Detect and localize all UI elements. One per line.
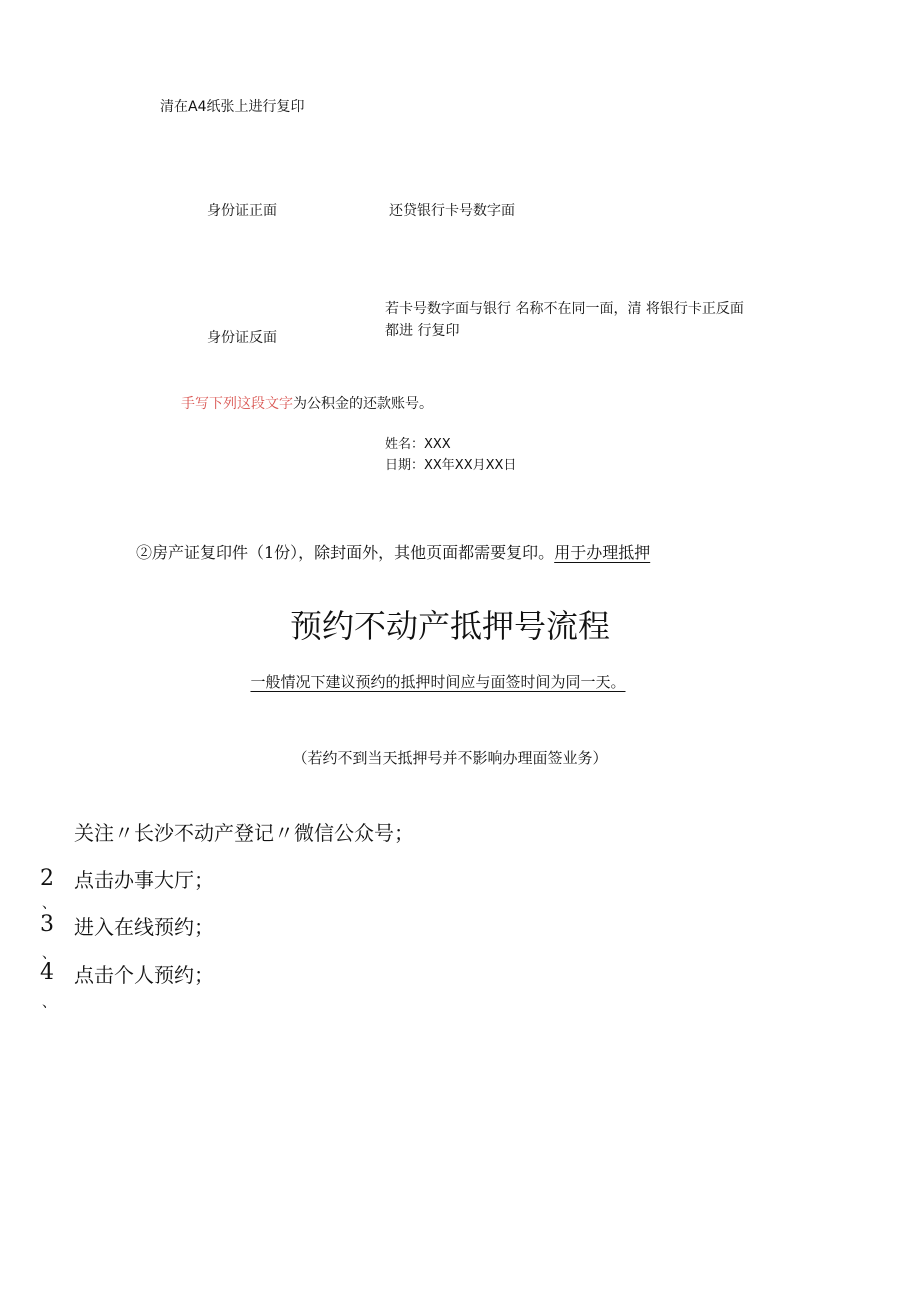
- section-subtitle: [0, 670, 876, 694]
- name-line: 姓名：XXX: [385, 437, 451, 452]
- step-3-number: 3: [40, 912, 54, 937]
- parenthetical-note: （若约不到当天抵押号并不影响办理面签业务）: [292, 749, 608, 767]
- step-4-text: 点击个人预约；: [74, 963, 214, 987]
- handwrite-highlight: 手写下列这段文字: [181, 396, 293, 412]
- property-cert-text: ②房产证复印件（1份），除封面外，其他页面都需要复印。: [136, 543, 555, 562]
- handwrite-instruction: [181, 393, 433, 415]
- bank-card-note: 若卡号数字面与银行 名称不在同一面，清 将银行卡正反面都进 行复印: [385, 301, 744, 339]
- handwrite-rest: 为公积金的还款账号。: [293, 396, 433, 412]
- section-subtitle-text: 一般情况下建议预约的抵押时间应与面签时间为同一天。: [250, 673, 626, 691]
- id-card-back-label: 身份证反面: [207, 330, 277, 346]
- step-4-mark: 、: [42, 995, 56, 1011]
- id-card-front-label: 身份证正面: [207, 203, 277, 219]
- step-2-mark: 、: [42, 896, 56, 912]
- step-3-mark: 、: [42, 946, 56, 962]
- bank-card-front-label: 还贷银行卡号数字面: [389, 203, 515, 219]
- a4-copy-note: 清在A4纸张上进行复印: [160, 99, 305, 115]
- date-line: 日期：XX年XX月XX日: [385, 458, 517, 473]
- step-1-text: 关注〃长沙不动产登记〃微信公众号；: [74, 821, 414, 845]
- property-cert-underlined: 用于办理抵押: [554, 543, 651, 562]
- step-3-text: 进入在线预约；: [74, 915, 214, 939]
- step-2-number: 2: [40, 866, 54, 891]
- property-cert-line: [136, 541, 650, 565]
- step-2-text: 点击办事大厅；: [74, 868, 214, 892]
- section-title: 预约不动产抵押号流程: [289, 607, 610, 645]
- step-4-number: 4: [40, 960, 54, 985]
